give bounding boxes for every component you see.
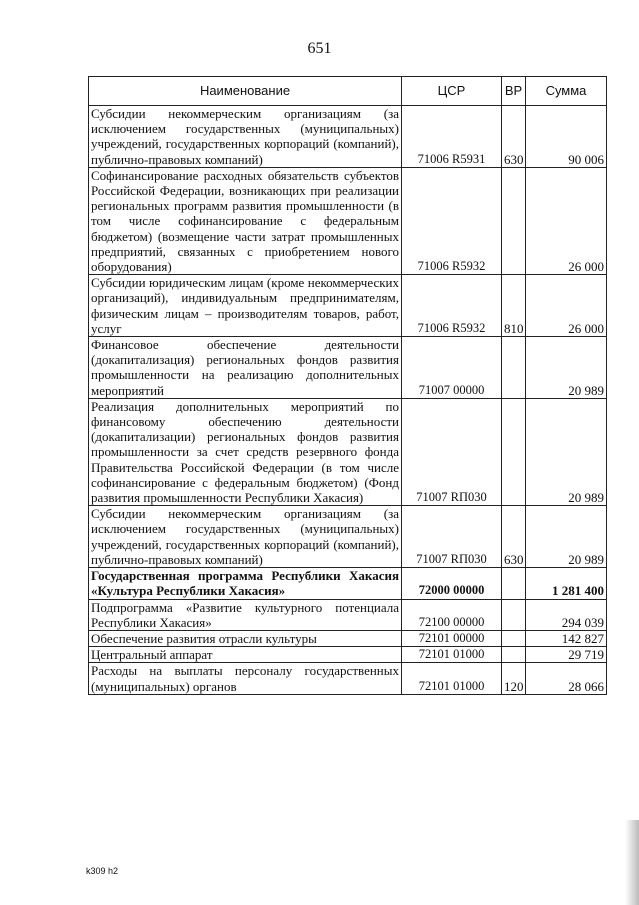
row-csr-cell: 72101 01000	[402, 663, 502, 694]
row-vr-cell	[502, 647, 526, 663]
row-vr-cell	[502, 398, 526, 505]
row-vr-cell: 120	[502, 663, 526, 694]
table-row	[89, 106, 607, 168]
row-vr-cell: 630	[502, 506, 526, 568]
table-row	[89, 167, 607, 274]
row-name-cell: Софинансирование расходных обязательств субъектов Российской Федерации, возникающих при реализации региональных программ развития промышленности (в том числе софинансирование с федеральным бюджетом) (возмещение части затрат промышленных предприятий, связанных с приобретением нового оборудования)	[89, 167, 402, 274]
row-name-cell: Субсидии юридическим лицам (кроме некоммерческих организаций), индивидуальным предпринимателям, физическим лицам – производителям товаров, работ, услуг	[89, 275, 402, 337]
row-csr-cell: 71006 R5932	[402, 167, 502, 274]
row-sum-cell: 1 281 400	[526, 568, 607, 599]
header-csr: ЦСР	[402, 77, 502, 106]
row-csr-cell: 71007 RП030	[402, 506, 502, 568]
table-row	[89, 337, 607, 399]
header-vr: ВР	[502, 77, 526, 106]
table-row	[89, 275, 607, 337]
table-row	[89, 599, 607, 630]
row-vr-cell	[502, 599, 526, 630]
table-row	[89, 647, 607, 663]
row-name-cell: Обеспечение развития отрасли культуры	[89, 630, 402, 646]
row-sum-cell: 20 989	[526, 337, 607, 399]
row-name-cell: Субсидии некоммерческим организациям (за исключением государственных (муниципальных) учреждений, государственных корпораций (компаний), публично-правовых компаний)	[89, 506, 402, 568]
row-name-cell: Государственная программа Республики Хакасия «Культура Республики Хакасия»	[89, 568, 402, 599]
row-csr-cell: 72100 00000	[402, 599, 502, 630]
table-row	[89, 398, 607, 505]
row-sum-cell: 142 827	[526, 630, 607, 646]
row-csr-cell: 71007 00000	[402, 337, 502, 399]
row-name-cell: Субсидии некоммерческим организациям (за исключением государственных (муниципальных) учреждений, государственных корпораций (компаний), публично-правовых компаний)	[89, 106, 402, 168]
row-sum-cell: 29 719	[526, 647, 607, 663]
row-vr-cell	[502, 337, 526, 399]
table-row	[89, 506, 607, 568]
row-sum-cell: 294 039	[526, 599, 607, 630]
row-sum-cell: 20 989	[526, 398, 607, 505]
page-number: 651	[307, 40, 332, 57]
row-csr-cell: 72101 00000	[402, 630, 502, 646]
row-sum-cell: 90 006	[526, 106, 607, 168]
table-header-row	[89, 77, 607, 106]
row-sum-cell: 26 000	[526, 275, 607, 337]
row-csr-cell: 71006 R5932	[402, 275, 502, 337]
row-name-cell: Расходы на выплаты персоналу государственных (муниципальных) органов	[89, 663, 402, 694]
row-vr-cell: 630	[502, 106, 526, 168]
row-name-cell: Подпрограмма «Развитие культурного потенциала Республики Хакасия»	[89, 599, 402, 630]
header-sum: Сумма	[526, 77, 607, 106]
row-csr-cell: 71007 RП030	[402, 398, 502, 505]
row-vr-cell: 810	[502, 275, 526, 337]
table-row	[89, 630, 607, 646]
row-sum-cell: 20 989	[526, 506, 607, 568]
row-sum-cell: 26 000	[526, 167, 607, 274]
row-name-cell: Реализация дополнительных мероприятий по финансовому обеспечению деятельности (докапитализации) региональных фондов развития промышленности за счет средств резервного фонда Правительства Российской Федерации (в том числе софинансирование с федеральным бюджетом) (Фонд развития промышленности Республики Хакасия)	[89, 398, 402, 505]
budget-table	[88, 76, 607, 695]
row-csr-cell: 72000 00000	[402, 568, 502, 599]
row-csr-cell: 72101 01000	[402, 647, 502, 663]
header-name: Наименование	[89, 77, 402, 106]
table-row	[89, 663, 607, 694]
table-row	[89, 568, 607, 599]
footer-code: k309 h2	[86, 866, 119, 876]
row-csr-cell: 71006 R5931	[402, 106, 502, 168]
scan-edge-shadow	[625, 820, 639, 905]
table-body	[89, 106, 607, 695]
row-vr-cell	[502, 167, 526, 274]
row-vr-cell	[502, 630, 526, 646]
row-sum-cell: 28 066	[526, 663, 607, 694]
row-name-cell: Центральный аппарат	[89, 647, 402, 663]
row-vr-cell	[502, 568, 526, 599]
row-name-cell: Финансовое обеспечение деятельности (докапитализация) региональных фондов развития промышленности на реализацию дополнительных мероприятий	[89, 337, 402, 399]
